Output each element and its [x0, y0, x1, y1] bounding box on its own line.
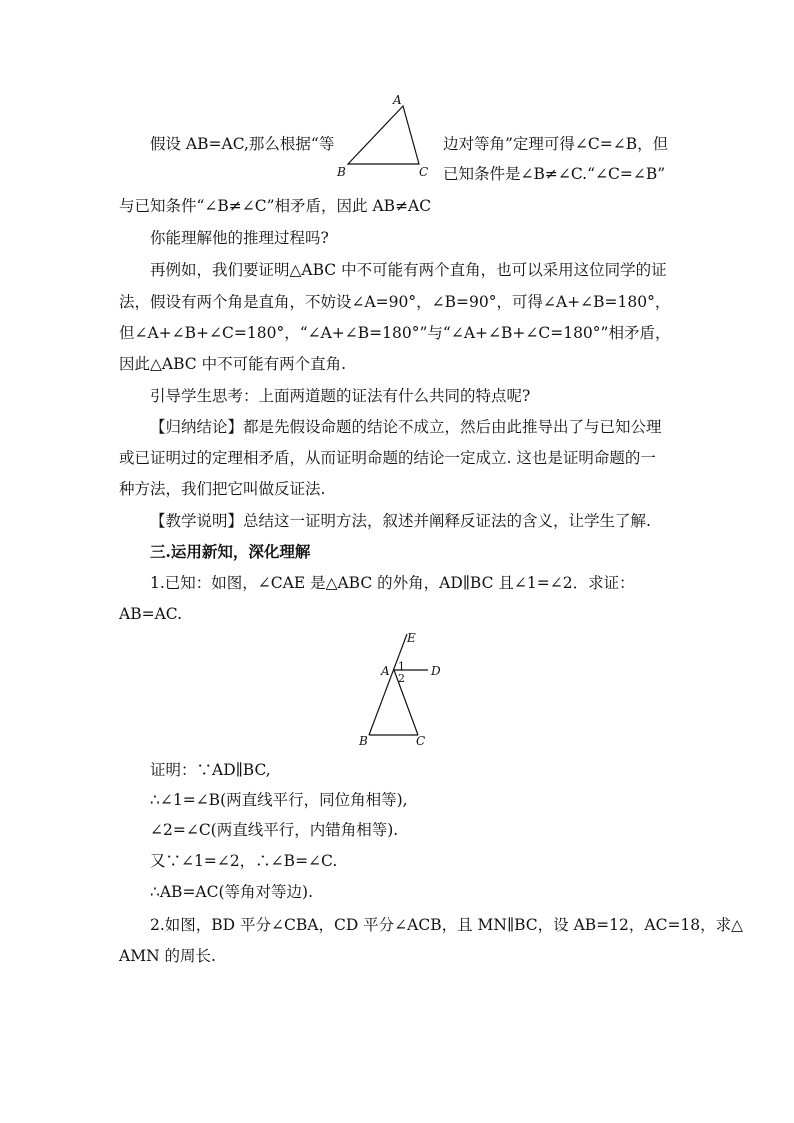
label-a: A [381, 664, 390, 678]
label-2: 2 [398, 672, 405, 685]
proof-line-1: 证明：∵AD∥BC, [150, 761, 271, 779]
label-a: A [393, 93, 402, 107]
problem2-line-2: AMN 的周长. [119, 947, 216, 965]
problem1-line-1: 1.已知：如图，∠CAE 是△ABC 的外角，AD∥BC 且∠1=∠2．求证： [150, 574, 635, 592]
conclusion-line-2: 或已证明过的定理相矛盾，从而证明命题的结论一定成立. 这也是证明命题的一 [119, 449, 656, 467]
label-c: C [419, 165, 429, 179]
triangle-abc-shape [348, 106, 419, 164]
intro-line-2-right: 已知条件是∠B≠∠C.“∠C=∠B” [443, 165, 666, 183]
triangle-figure-1 [335, 92, 435, 182]
example2-line-2: 法，假设有两个角是直角，不妨设∠A=90°，∠B=90°，可得∠A+∠B=180°， [119, 293, 671, 311]
intro-line-3: 与已知条件“∠B≠∠C”相矛盾，因此 AB≠AC [119, 197, 432, 215]
guide-line: 引导学生思考：上面两道题的证法有什么共同的特点呢? [150, 387, 531, 405]
proof-line-2: ∴∠1=∠B(两直线平行，同位角相等), [150, 791, 408, 809]
section-3-title: 三.运用新知，深化理解 [150, 542, 311, 561]
proof-line-4: 又∵∠1=∠2，∴∠B=∠C. [150, 852, 338, 870]
example2-line-3: 但∠A+∠B+∠C=180°，“∠A+∠B=180°”与“∠A+∠B+∠C=180°”相矛盾， [119, 324, 671, 342]
label-b: B [359, 734, 368, 748]
conclusion-line-3: 种方法，我们把它叫做反证法. [119, 480, 326, 498]
conclusion-line-1: 【归纳结论】都是先假设命题的结论不成立，然后由此推导出了与已知公理 [150, 418, 662, 436]
intro-line-1-left: 假设 AB=AC,那么根据“等 [150, 135, 335, 153]
example2-line-1: 再例如，我们要证明△ABC 中不可能有两个直角，也可以采用这位同学的证 [150, 261, 667, 279]
intro-line-1-right: 边对等角”定理可得∠C=∠B，但 [443, 135, 669, 153]
teaching-note-line: 【教学说明】总结这一证明方法，叙述并阐释反证法的含义，让学生了解. [150, 512, 651, 530]
proof-line-5: ∴AB=AC(等角对等边). [150, 883, 314, 901]
problem1-line-2: AB=AC. [119, 605, 182, 623]
label-d: D [431, 664, 441, 678]
proof-line-3: ∠2=∠C(两直线平行，内错角相等). [150, 821, 399, 839]
label-c: C [416, 734, 426, 748]
problem2-line-1: 2.如图，BD 平分∠CBA，CD 平分∠ACB，且 MN∥BC，设 AB=12，AC=18，求△ [150, 916, 744, 934]
question-line: 你能理解他的推理过程吗? [150, 229, 329, 247]
triangle-figure-2 [352, 628, 452, 750]
label-e: E [407, 631, 416, 645]
label-1: 1 [398, 660, 405, 673]
example2-line-4: 因此△ABC 中不可能有两个直角. [119, 355, 347, 373]
label-b: B [337, 165, 346, 179]
